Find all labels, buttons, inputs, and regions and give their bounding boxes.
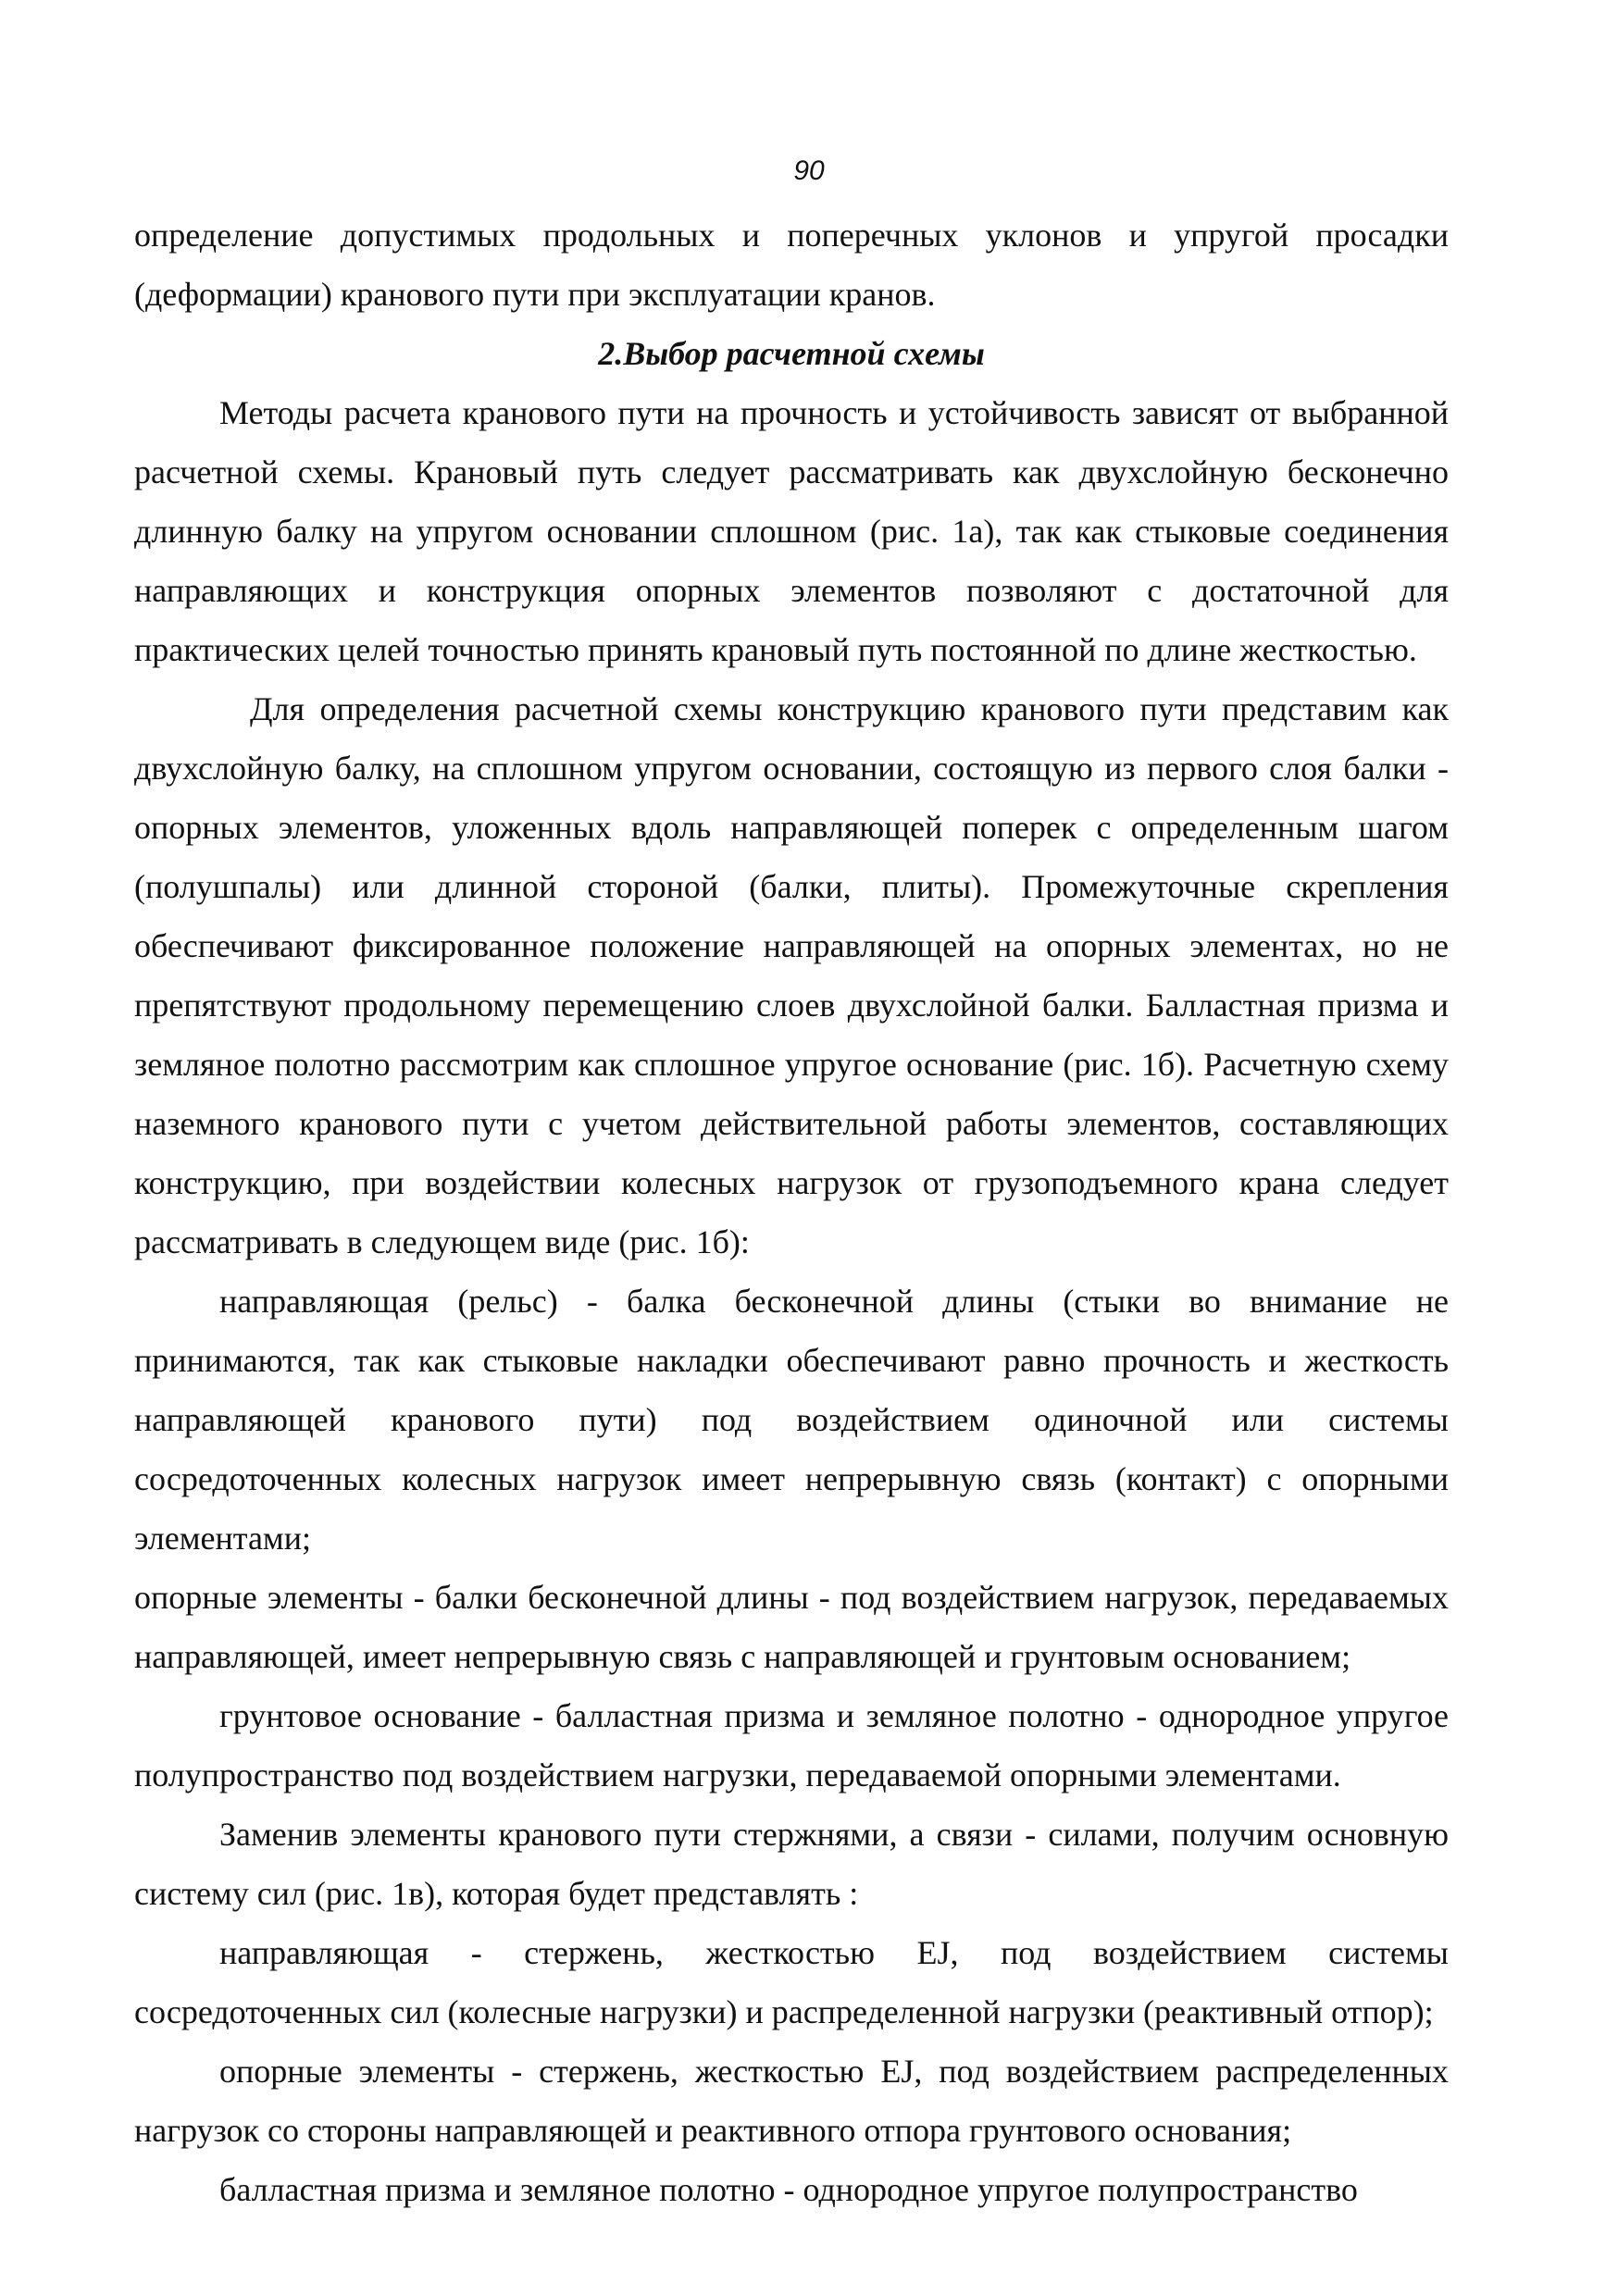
paragraph-gruntovoe-osnovanie: грунтовое основание - балластная призма и земляное полотно - однородное упругое полупространство под воздействием нагрузки, передаваемой опорными элементами. bbox=[134, 1697, 1449, 1793]
page-number: 90 bbox=[793, 155, 825, 186]
paragraph-sterzhen-napravlyayushchaya: направляющая - стержень, жесткостью EJ, под воздействием системы сосредоточенных сил (колесные нагрузки) и распределенной нагрузки (реактивный отпор); bbox=[134, 1934, 1449, 2030]
paragraph-napravlyayushchaya: направляющая (рельс) - балка бесконечной длины (стыки во внимание не принимаются, так как стыковые накладки обеспечивают равно прочность и жесткость направляющей кранового пути) под воздействием одиночной или системы сосредоточенных колесных нагрузок имеет непрерывную связь (контакт) с опорными элементами; bbox=[134, 1283, 1449, 1557]
paragraph-uklony: определение допустимых продольных и поперечных уклонов и упругой просадки (деформации) кранового пути при эксплуатации кранов. bbox=[134, 217, 1449, 313]
paragraph-metody-rascheta: Методы расчета кранового пути на прочность и устойчивость зависят от выбранной расчетной схемы. Крановый путь следует рассматривать как двухслойную бесконечно длинную балку на упругом основании сплошном (рис. 1а), так как стыковые соединения направляющих и конструкция опорных элементов позволяют с достаточной для практических целей точностью принять крановый путь постоянной по длине жесткостью. bbox=[134, 394, 1449, 668]
paragraph-ballastnaya-prizma: балластная призма и земляное полотно - однородное упругое полупространство bbox=[219, 2171, 1358, 2208]
paragraph-raschetnaya-skhema: Для определения расчетной схемы конструкцию кранового пути представим как двухслойную балку, на сплошном упругом основании, состоящую из первого слоя балки - опорных элементов, уложенных вдоль направляющей поперек с определенным шагом (полушпалы) или длинной стороной (балки, плиты). Промежуточные скрепления обеспечивают фиксированное положение направляющей на опорных элементах, но не препятствуют продольному перемещению слоев двухслойной балки. Балластная призма и земляное полотно рассмотрим как сплошное упругое основание (рис. 1б). Расчетную схему наземного кранового пути с учетом действительной работы элементов, составляющих конструкцию, при воздействии колесных нагрузок от грузоподъемного крана следует рассматривать в следующем виде (рис. 1б): bbox=[134, 690, 1449, 1260]
paragraph-sterzhen-opornye: опорные элементы - стержень, жесткостью EJ, под воздействием распределенных нагрузок со стороны направляющей и реактивного отпора грунтового основания; bbox=[134, 2053, 1449, 2149]
section-heading: 2.Выбор расчетной схемы bbox=[598, 335, 985, 372]
paragraph-opornye-elementy: опорные элементы - балки бесконечной длины - под воздействием нагрузок, передаваемых направляющей, имеет непрерывную связь с направляющей и грунтовым основанием; bbox=[134, 1579, 1449, 1675]
paragraph-zameniv-elementy: Заменив элементы кранового пути стержнями, а связи - силами, получим основную систему сил (рис. 1в), которая будет представлять : bbox=[134, 1816, 1449, 1912]
page-body bbox=[134, 205, 1449, 2219]
